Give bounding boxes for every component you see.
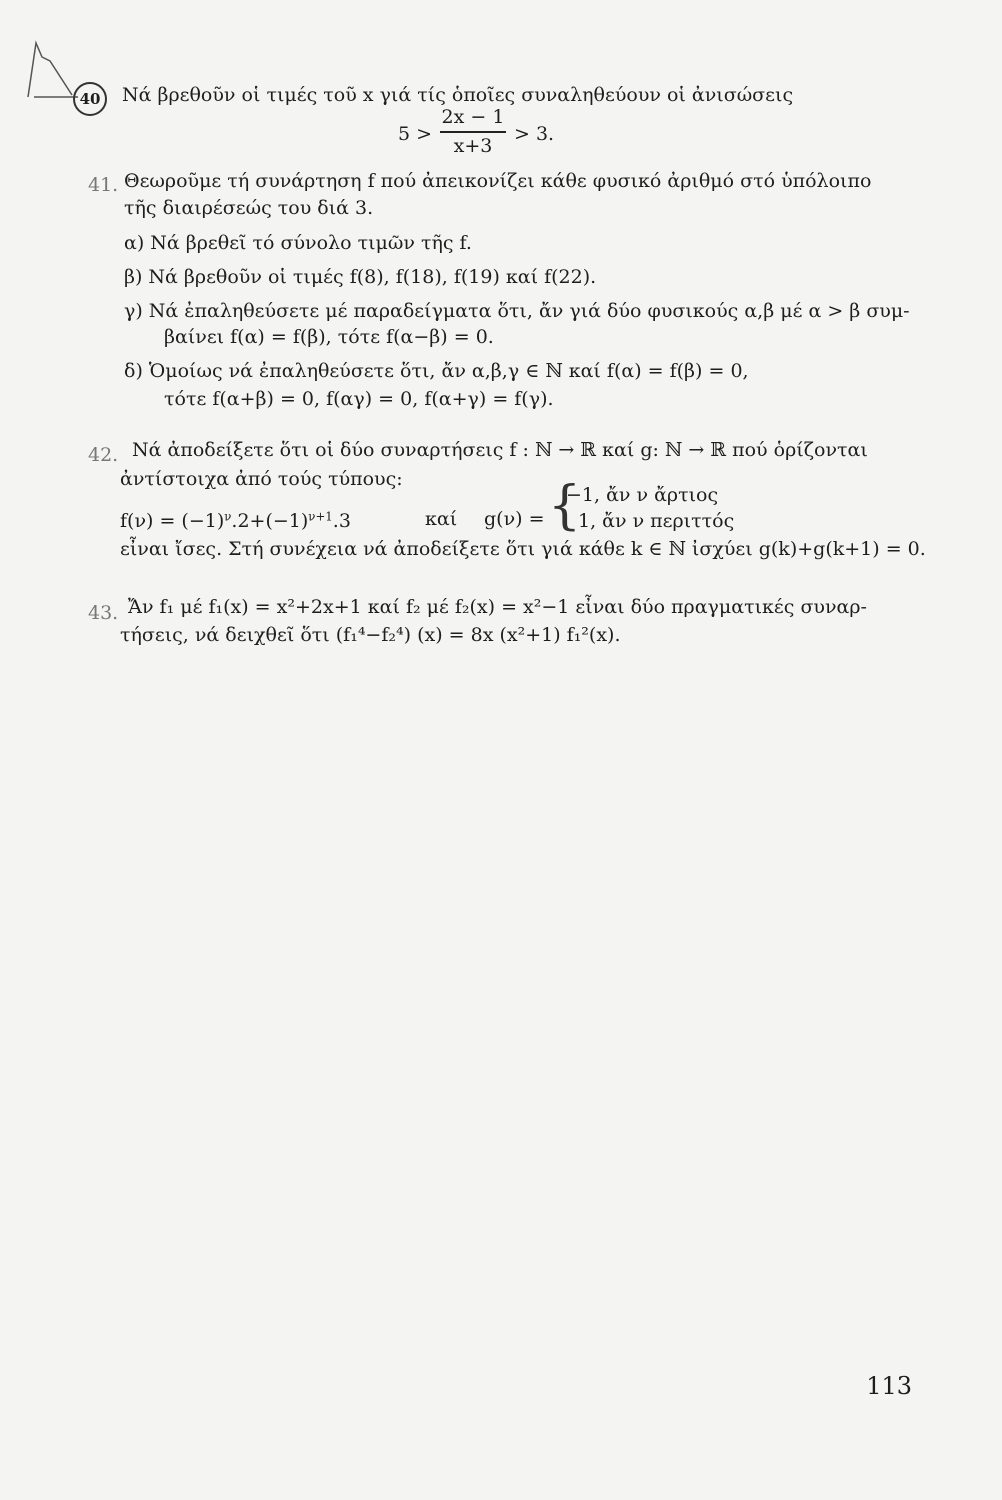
exercise-43-line1: Ἄν f₁ μέ f₁(x) = x²+2x+1 καί f₂ μέ f₂(x) = x²−1 εἶναι δύο πραγματικές συναρ- [128,596,867,618]
exercise-42-and: καί [425,508,458,530]
exercise-41-part-d-line2: τότε f(α+β) = 0, f(αγ) = 0, f(α+γ) = f(γ). [164,388,554,410]
exercise-42-line-end: εἶναι ἴσες. Στή συνέχεια νά ἀποδείξετε ὅτι γιά κάθε k ∈ ℕ ἰσχύει g(k)+g(k+1) = 0. [120,538,926,560]
exercise-42-line2: ἀντίστοιχα ἀπό τούς τύπους: [120,468,403,490]
exercise-40-fraction [440,108,506,156]
exercise-number-43: 43. [88,602,119,624]
pencil-mark-icon [20,35,80,105]
fraction-bar [440,131,506,133]
exercise-42-case1: −1, ἄν ν ἄρτιος [566,484,719,506]
exercise-40-text: Νά βρεθοῦν οἱ τιμές τοῦ x γιά τίς ὁποῖες συναληθεύουν οἱ ἀνισώσεις [122,84,794,106]
exercise-41-part-d-line1: δ) Ὁμοίως νά ἐπαληθεύσετε ὅτι, ἄν α,β,γ ∈ ℕ καί f(α) = f(β) = 0, [124,360,749,382]
left-brace-icon: { [548,476,582,536]
exercise-40-right: > 3. [514,123,555,145]
exercise-42-case2: 1, ἄν ν περιττός [578,510,735,532]
exercise-41-part-b: β) Νά βρεθοῦν οἱ τιμές f(8), f(18), f(19) καί f(22). [124,266,597,288]
exercise-41-line2: τῆς διαιρέσεώς του διά 3. [124,197,374,219]
exercise-41-part-a: α) Νά βρεθεῖ τό σύνολο τιμῶν τῆς f. [124,232,472,254]
exercise-41-line1: Θεωροῦμε τή συνάρτηση f πού ἀπεικονίζει κάθε φυσικό ἀριθμό στό ὑπόλοιπο [124,170,872,192]
fraction-numerator: 2x − 1 [441,106,505,128]
exercise-43-line2: τήσεις, νά δειχθεῖ ὅτι (f₁⁴−f₂⁴) (x) = 8x (x²+1) f₁²(x). [120,624,621,646]
exercise-42-line1: Νά ἀποδείξετε ὅτι οἱ δύο συναρτήσεις f : ℕ → ℝ καί g: ℕ → ℝ πού ὁρίζονται [132,439,868,461]
page-number: 113 [866,1372,912,1400]
exercise-41-part-c-line1: γ) Νά ἐπαληθεύσετε μέ παραδείγματα ὅτι, ἄν γιά δύο φυσικούς α,β μέ α > β συμ- [124,300,910,322]
exercise-number-40: 40 [73,82,107,116]
exercise-42-f-formula: $f(\nu) = (-1)^\nu.2+(-1)^{\nu+1}.3$ [120,509,351,532]
exercise-number-42: 42. [88,444,119,466]
fraction-denominator: x+3 [453,134,493,157]
exercise-40-left: 5 > [398,123,433,145]
exercise-42-g-lhs: g(ν) = [484,508,545,530]
exercise-number-41: 41. [88,174,119,196]
exercise-41-part-c-line2: βαίνει f(α) = f(β), τότε f(α−β) = 0. [164,326,494,348]
